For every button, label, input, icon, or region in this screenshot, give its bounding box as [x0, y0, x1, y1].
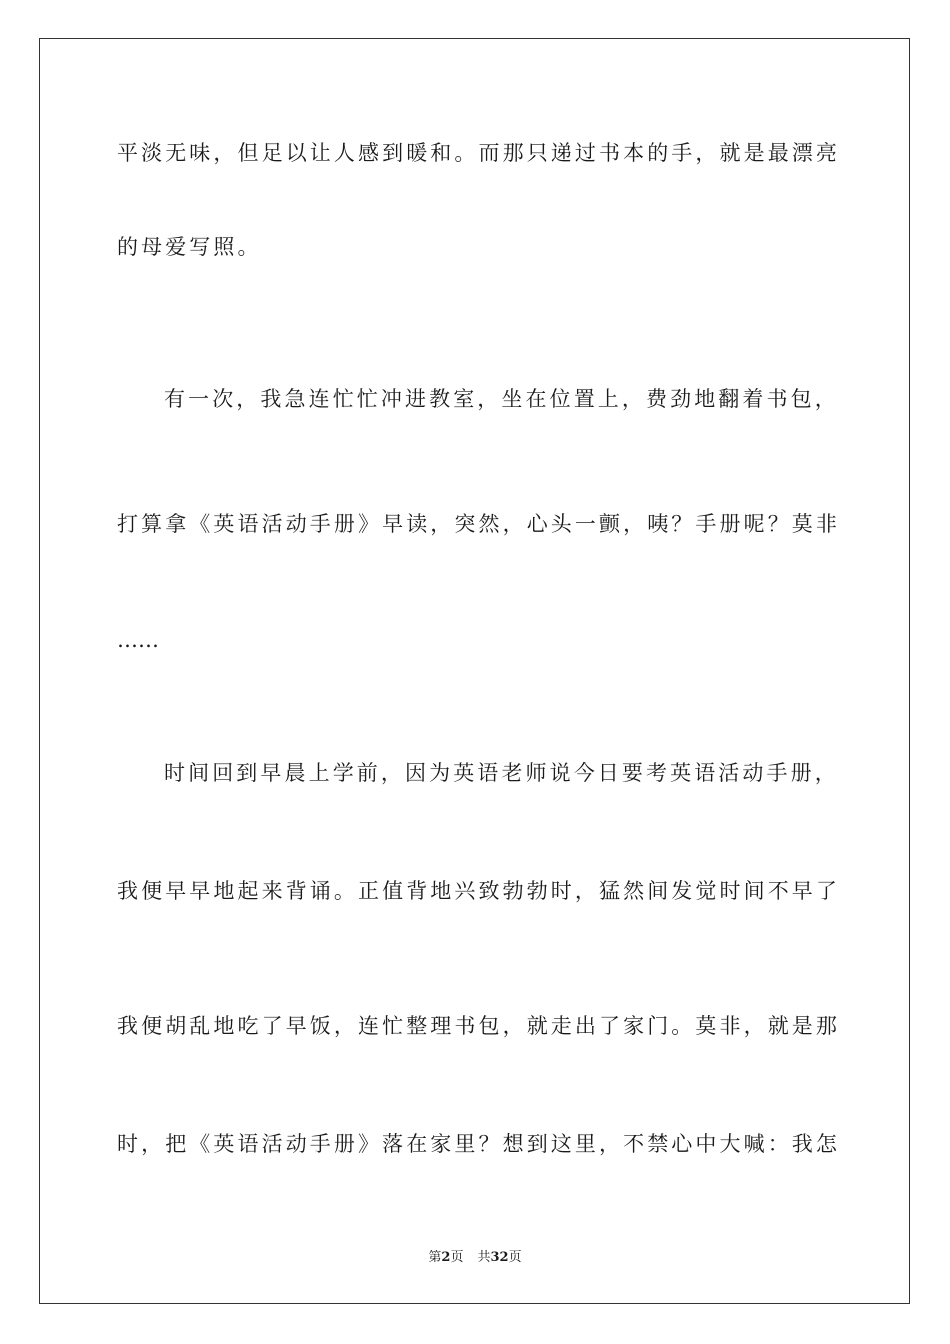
text-line-6: 时间回到早晨上学前，因为英语老师说今日要考英语活动手册， [164, 761, 839, 785]
text-line-1: 平淡无味，但足以让人感到暖和。而那只递过书本的手，就是最漂亮 [117, 141, 840, 165]
text-line-3: 有一次，我急连忙忙冲进教室，坐在位置上，费劲地翻着书包， [164, 387, 839, 411]
text-line-9: 时，把《英语活动手册》落在家里？想到这里，不禁心中大喊：我怎 [117, 1132, 840, 1156]
text-line-8: 我便胡乱地吃了早饭，连忙整理书包，就走出了家门。莫非，就是那 [117, 1014, 840, 1038]
text-line-4: 打算拿《英语活动手册》早读，突然，心头一颤，咦？手册呢？莫非 [117, 512, 840, 536]
page-suffix: 页 [450, 1250, 464, 1265]
page-frame [39, 38, 910, 1304]
text-line-2: 的母爱写照。 [117, 235, 262, 259]
page-prefix: 第 [428, 1250, 442, 1265]
text-line-7: 我便早早地起来背诵。正值背地兴致勃勃时，猛然间发觉时间不早了 [117, 879, 840, 903]
total-prefix: 共 [477, 1250, 491, 1265]
page-footer [0, 1249, 950, 1267]
total-suffix: 页 [508, 1250, 522, 1265]
total-pages: 32 [490, 1250, 509, 1265]
page-number: 2 [441, 1250, 451, 1265]
text-line-5: …… [117, 628, 159, 652]
